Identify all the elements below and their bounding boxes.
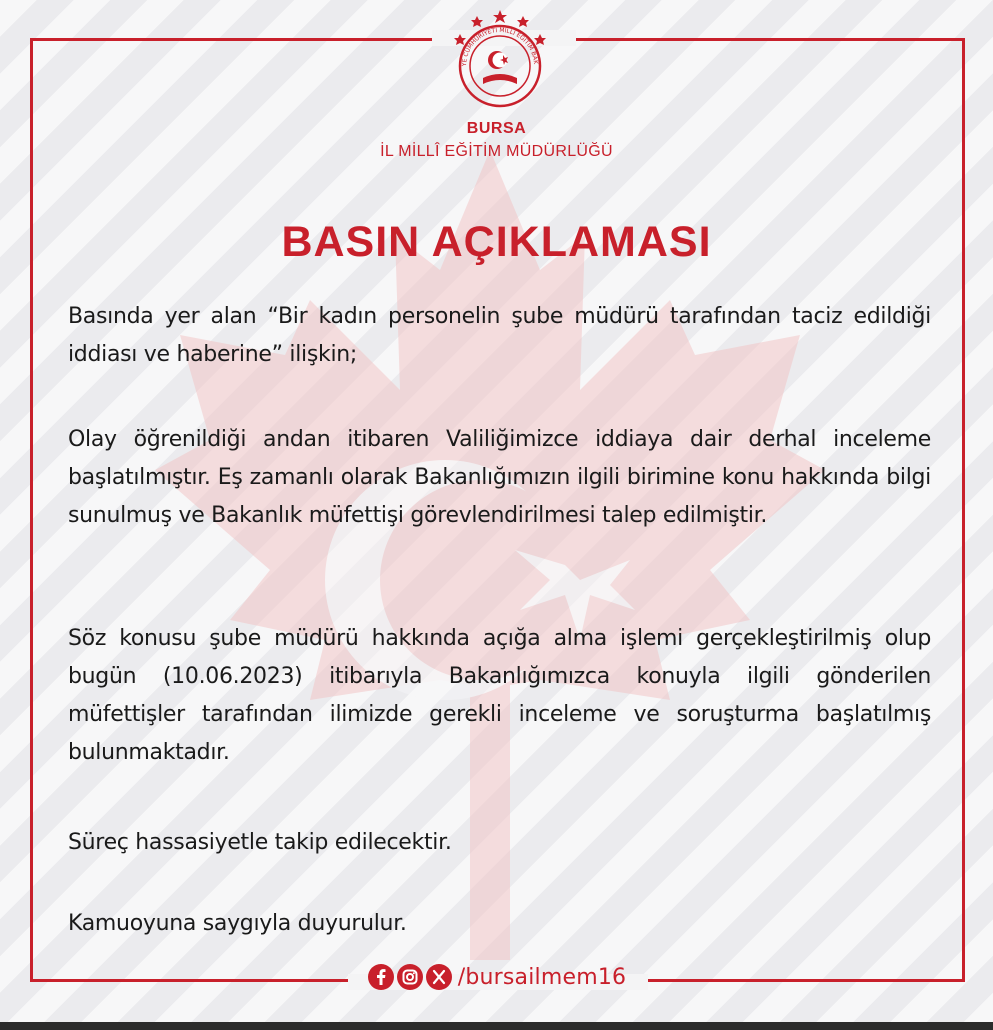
bottom-bar (0, 1022, 993, 1030)
org-name: İL MİLLÎ EĞİTİM MÜDÜRLÜĞÜ (380, 143, 613, 160)
paragraph-2: Olay öğrenildiği andan itibaren Valiliğimizce iddiaya dair derhal inceleme başlatılmıştır. Eş zamanlı olarak Bakanlığımızın ilgili birimine konu hakkında bilgi sunulmuş ve Bakanlık müfettişi görevlendirilmesi talep edilmiştir. (68, 427, 931, 528)
seal-text: YE CUMHURİYETİ MİLLÎ EĞİTİM BAK (460, 26, 539, 67)
paragraph-5: Kamuoyuna saygıyla duyurulur. (68, 911, 407, 936)
social-handle[interactable]: /bursailmem16 (457, 964, 627, 990)
seal-icon (447, 8, 553, 114)
ministry-logo (447, 8, 553, 114)
org-city: BURSA (466, 120, 527, 137)
x-twitter-icon[interactable] (426, 964, 452, 990)
paragraph-3: Söz konusu şube müdürü hakkında açığa alma işlemi gerçekleştirilmiş olup bugün (10.06.2023) itibarıyla Bakanlığımızca konuyla ilgili gönderilen müfettişler tarafından ilimizde gerekli inceleme ve soruşturma başlatılmış bulunmaktadır. (68, 626, 931, 765)
facebook-icon[interactable] (368, 964, 394, 990)
paragraph-4: Süreç hassasiyetle takip edilecektir. (68, 830, 452, 855)
paragraph-1: Basında yer alan “Bir kadın personelin şube müdürü tarafından taciz edildiği iddiası ve haberine” ilişkin; (68, 304, 931, 367)
instagram-icon[interactable] (397, 964, 423, 990)
social-footer (0, 961, 993, 993)
page-title: BASIN AÇIKLAMASI (281, 218, 712, 266)
